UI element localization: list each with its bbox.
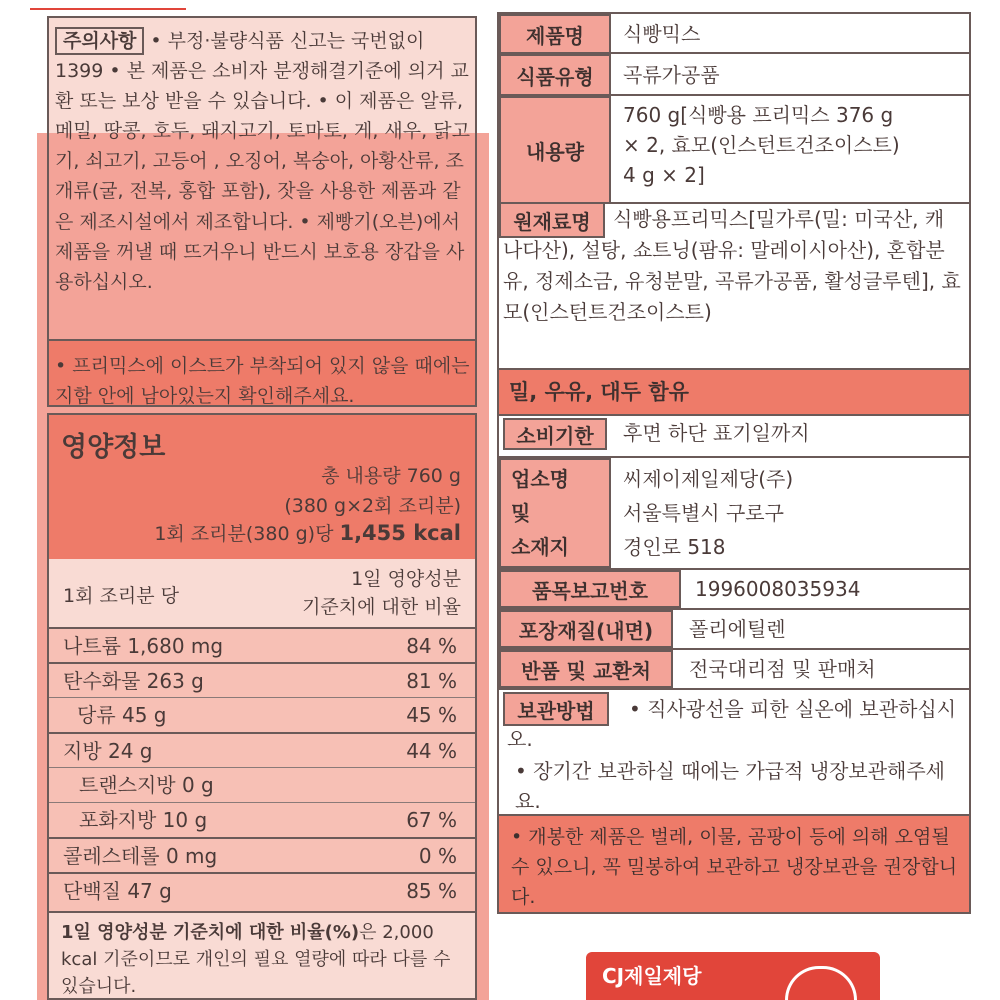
nutrition-per-serving: 1회 조리분(380 g)당 1,455 kcal: [154, 521, 461, 545]
nutrition-kcal: 1,455 kcal: [339, 521, 461, 545]
nutrient-row-fat: 지방 24 g 44 %: [49, 732, 475, 767]
nutrient-row-saturated-fat: 포화지방 10 g 67 %: [49, 802, 475, 837]
storage-label: 보관방법: [503, 692, 609, 726]
volume-line-3: 4 g × 2]: [623, 163, 705, 187]
storage-warning: • 개봉한 제품은 벌레, 이물, 곰팡이 등에 의해 오염될 수 있으니, 꼭 밀봉하여 보관하고 냉장보관을 권장합니다.: [499, 816, 969, 914]
volume-line-1: 760 g[식빵용 프리믹스 376 g: [623, 103, 894, 127]
return-exchange-label: 반품 및 교환처: [499, 650, 673, 688]
nutrient-row-cholesterol: 콜레스테롤 0 mg 0 %: [49, 837, 475, 872]
top-accent-line: [30, 8, 186, 10]
brand-logo-text: CJ제일제당: [602, 964, 702, 988]
product-info-table: [497, 12, 971, 914]
food-type: 곡류가공품: [623, 63, 720, 87]
nutrient-row-protein: 단백질 47 g 85 %: [49, 872, 475, 907]
food-type-label: 식품유형: [499, 54, 611, 96]
manufacturer-name: 씨제이제일제당(주): [623, 467, 794, 491]
caution-note: • 프리믹스에 이스트가 부착되어 있지 않을 때에는 지함 안에 남아있는지 확인해주세요.: [55, 355, 470, 407]
caution-tag: 주의사항: [55, 27, 144, 55]
ingredients-label: 원재료명: [499, 202, 605, 238]
volume-line-2: × 2, 효모(인스턴트건조이스트): [623, 133, 900, 157]
return-exchange-value: 전국대리점 및 판매처: [689, 657, 876, 681]
caution-section: [47, 16, 477, 407]
expiry-value: 후면 하단 표기일까지: [623, 421, 810, 445]
ingredients-text: 식빵용프리믹스[밀가루(밀: 미국산, 캐나다산), 설탕, 쇼트닝(팜유: 말레이시아산), 혼합분유, 정제소금, 유청분말, 곡류가공품, 활성글루텐], 효모(인스턴트건조이스트): [503, 207, 961, 324]
caution-text: [55, 26, 473, 297]
storage-line-2: • 장기간 보관하실 때에는 가급적 냉장보관해주세요.: [515, 759, 945, 813]
nutrition-column-header: 1회 조리분 당 1일 영양성분 기준치에 대한 비율: [49, 559, 475, 629]
storage-line-1: • 직사광선을 피한 실온에 보관하십시오.: [507, 697, 957, 751]
nutrition-facts: [47, 413, 477, 1000]
caution-body: • 부정·불량식품 신고는 국번없이 1399 • 본 제품은 소비자 분쟁해결기준에 의거 교환 또는 보상 받을 수 있습니다. • 이 제품은 알류, 메밀, 땅콩, 호두, 돼지고기, 토마토, 게, 새우, 닭고기, 쇠고기, 고등어 , 오징어, 복숭아, 아황산류, 조개류(굴, 전복, 홍합 포함), 잣을 사용한 제품과 같은 제조시설에서 제조합니다. • 제빵기(오븐)에서 제품을 꺼낼 때 뜨거우니 반드시 보호용 장갑을 사용하십시오.: [55, 30, 470, 293]
manufacturer-address-1: 서울특별시 구로구: [623, 501, 784, 525]
nutrient-row-sugars: 당류 45 g 45 %: [49, 697, 475, 732]
nutrient-row-sodium: 나트륨 1,680 mg 84 %: [49, 627, 475, 662]
nutrition-servings: (380 g×2회 조리분): [284, 495, 461, 517]
report-number-label: 품목보고번호: [499, 570, 681, 608]
product-name: 식빵믹스: [623, 22, 701, 46]
nutrition-total: 총 내용량 760 g: [321, 465, 461, 487]
nutrient-row-trans-fat: 트랜스지방 0 g: [49, 767, 475, 802]
expiry-label: 소비기한: [503, 418, 607, 450]
nutrition-title: 영양정보: [61, 432, 166, 463]
allergen-notice: 밀, 우유, 대두 함유: [499, 370, 969, 414]
volume-label: 내용량: [499, 96, 611, 204]
nutrition-footnote: 1일 영양성분 기준치에 대한 비율(%)은 2,000 kcal 기준이므로 개인의 필요 열량에 따라 다를 수 있습니다.: [49, 911, 475, 1000]
packaging-label: 포장재질(내면): [499, 610, 673, 648]
product-name-label: 제품명: [499, 14, 611, 54]
report-number: 1996008035934: [695, 577, 861, 601]
manufacturer-address-2: 경인로 518: [623, 535, 726, 559]
manufacturer-label: 업소명 및 소재지: [499, 458, 611, 568]
packaging-value: 폴리에틸렌: [689, 617, 786, 641]
nutrient-row-carbohydrate: 탄수화물 263 g 81 %: [49, 662, 475, 697]
